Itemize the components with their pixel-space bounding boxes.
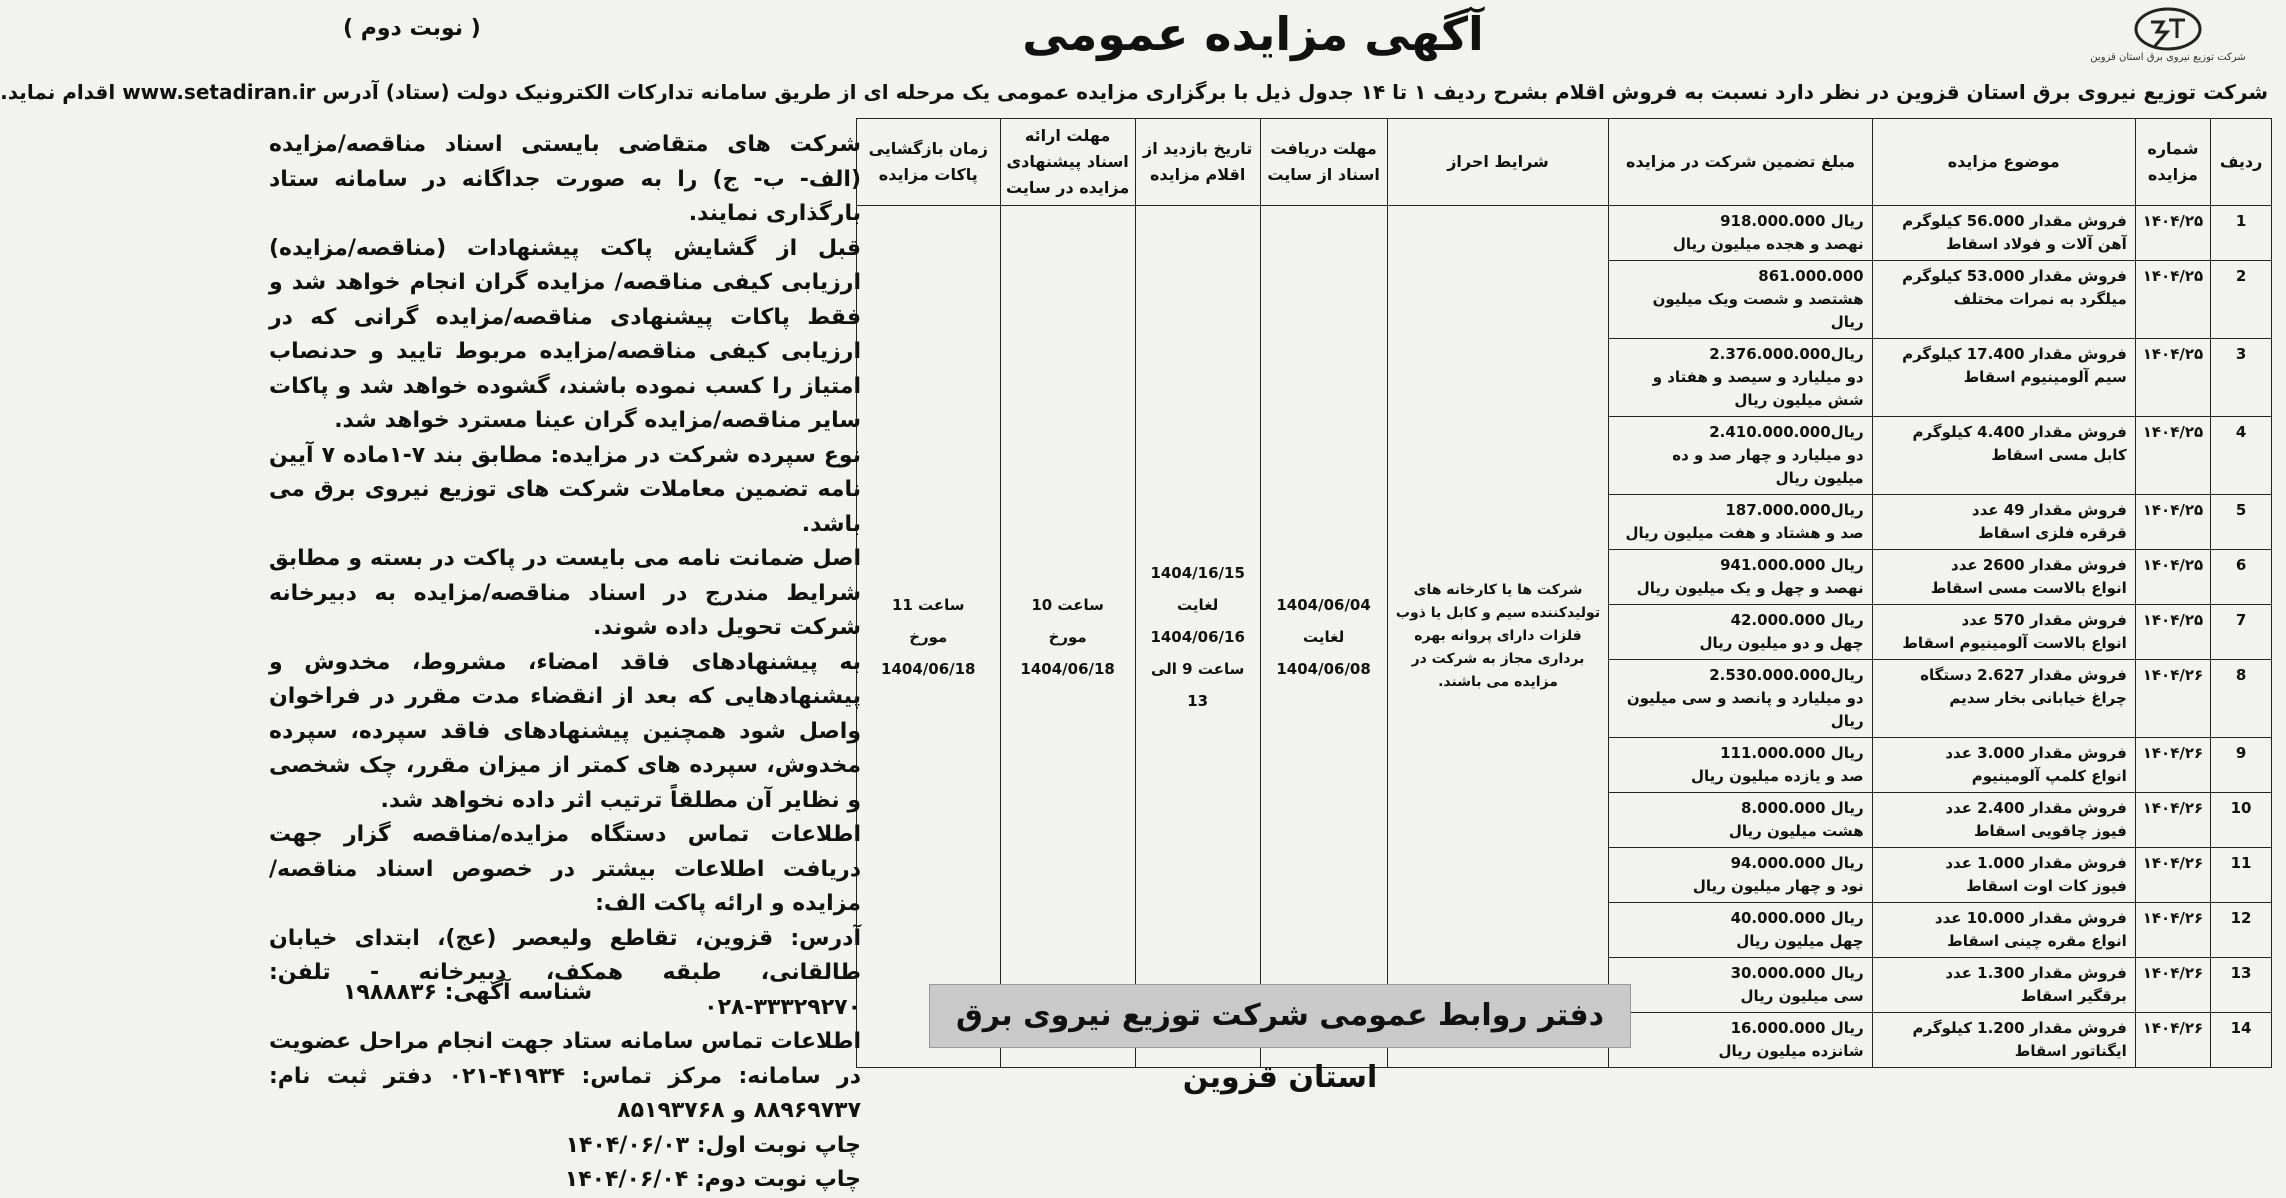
subject-line: فروش مقدار 17.400 کیلوگرم — [1902, 345, 2127, 363]
cell-guarantee — [1609, 206, 1872, 261]
cell-radif: 6 — [2211, 550, 2272, 605]
subject-line: فروش مقدار 1.000 عدد — [1945, 854, 2127, 872]
cell-guarantee — [1609, 958, 1872, 1013]
cell-auction-number: ۱۴۰۴/۲۵ — [2135, 261, 2210, 339]
cell-subject — [1872, 958, 2135, 1013]
guarantee-amount: 111.000.000 ریال — [1720, 744, 1864, 762]
subject-item: میلگرد به نمرات مختلف — [1953, 290, 2127, 308]
cell-subject — [1872, 1013, 2135, 1068]
cell-subject — [1872, 550, 2135, 605]
cell-subject — [1872, 495, 2135, 550]
guarantee-words: دو میلیارد و پانصد و سی میلیون ریال — [1626, 689, 1864, 730]
cell-submission-deadline: ساعت 10 مورخ 1404/06/18 — [1000, 206, 1135, 1068]
cell-guarantee — [1609, 1013, 1872, 1068]
guarantee-words: چهل میلیون ریال — [1736, 932, 1864, 950]
cell-auction-number: ۱۴۰۴/۲۶ — [2135, 1013, 2210, 1068]
guarantee-amount: 2.530.000.000ریال — [1709, 666, 1864, 684]
header-qualification: شرایط احراز — [1387, 119, 1609, 206]
cell-radif: 13 — [2211, 958, 2272, 1013]
header-document-deadline: مهلت دریافت اسناد از سایت — [1260, 119, 1387, 206]
note-paragraph: چاپ نوبت اول: ۱۴۰۴/۰۶/۰۳ — [565, 1132, 861, 1158]
subject-item: انواع مقره چینی اسقاط — [1947, 932, 2127, 950]
cell-subject — [1872, 848, 2135, 903]
cell-auction-number: ۱۴۰۴/۲۶ — [2135, 958, 2210, 1013]
subject-item: چراغ خیابانی بخار سدیم — [1949, 689, 2127, 707]
cell-auction-number: ۱۴۰۴/۲۶ — [2135, 660, 2210, 738]
cell-guarantee — [1609, 848, 1872, 903]
note-paragraph: به پیشنهادهای فاقد امضاء، مشروط، مخدوش و پیشنهادهایی که بعد از انقضاء مدت مقرر در فراخوان واصل شود همچنین پیشنهادهای فاقد سپرده، سپرده مخدوش، سپرده های کمتر از میزان مقرر، چک شخصی و نظایر آن مطلقاً ترتیب اثر داده نخواهد شد. — [269, 649, 861, 813]
cell-radif: 11 — [2211, 848, 2272, 903]
subject-item: قرقره فلزی اسقاط — [1978, 524, 2127, 542]
lightning-logo-icon — [2133, 6, 2203, 52]
guarantee-amount: 187.000.000ریال — [1725, 501, 1864, 519]
cell-auction-number: ۱۴۰۴/۲۵ — [2135, 417, 2210, 495]
guarantee-amount: 861.000.000 — [1758, 267, 1864, 285]
cell-guarantee — [1609, 550, 1872, 605]
cell-auction-number: ۱۴۰۴/۲۶ — [2135, 848, 2210, 903]
guarantee-words: هشتصد و شصت ویک میلیون ریال — [1652, 290, 1864, 331]
guarantee-amount: 94.000.000 ریال — [1730, 854, 1864, 872]
subject-line: فروش مقدار 56.000 کیلوگرم — [1902, 212, 2127, 230]
header-submission-deadline: مهلت ارائه اسناد پیشنهادی مزایده در سایت — [1000, 119, 1135, 206]
notice-title: آگهی مزایده عمومی — [1022, 7, 1484, 61]
cell-guarantee — [1609, 660, 1872, 738]
cell-subject — [1872, 261, 2135, 339]
subject-item: فیوز چاقویی اسقاط — [1973, 822, 2127, 840]
header-visit-date: تاریخ بازدید از اقلام مزایده — [1135, 119, 1260, 206]
header-guarantee-amount: مبلغ تضمین شرکت در مزایده — [1609, 119, 1872, 206]
cell-radif: 5 — [2211, 495, 2272, 550]
guarantee-amount: 918.000.000 ریال — [1720, 212, 1864, 230]
cell-visit-date: 1404/16/15 لغایت 1404/06/16 ساعت 9 الی 13 — [1135, 206, 1260, 1068]
guarantee-amount: 40.000.000 ریال — [1730, 909, 1864, 927]
cell-radif: 3 — [2211, 339, 2272, 417]
guarantee-amount: 2.410.000.000ریال — [1709, 423, 1864, 441]
notes-panel — [269, 128, 861, 1198]
cell-subject — [1872, 738, 2135, 793]
cell-guarantee — [1609, 605, 1872, 660]
note-paragraph: چاپ نوبت دوم: ۱۴۰۴/۰۶/۰۴ — [564, 1167, 861, 1192]
cell-guarantee — [1609, 339, 1872, 417]
guarantee-words: هشت میلیون ریال — [1728, 822, 1864, 840]
cell-auction-number: ۱۴۰۴/۲۶ — [2135, 903, 2210, 958]
guarantee-words: نهصد و هجده میلیون ریال — [1672, 235, 1864, 253]
ad-identifier: شناسه آگهی: ۱۹۸۸۸۳۶ — [343, 980, 593, 1005]
header-subject: موضوع مزایده — [1872, 119, 2135, 206]
table-header-row — [857, 119, 2272, 206]
note-paragraph: قبل از گشایش پاکت پیشنهادات (مناقصه/مزایده) ارزیابی کیفی مناقصه/ مزایده گران انجام خواهد شد و فقط پاکات پیشنهادی مناقصه/مزایده گرانی که در ارزیابی کیفی مناقصه/مزایده مربوط تایید و حدنصاب امتیاز را کسب نموده باشند، گشوده خواهد شد و پاکات سایر مناقصه/مزایده گران عینا مسترد خواهد شد. — [269, 235, 861, 433]
cell-auction-number: ۱۴۰۴/۲۶ — [2135, 793, 2210, 848]
cell-radif: 4 — [2211, 417, 2272, 495]
note-paragraph: اصل ضمانت نامه می بایست در پاکت در بسته و مطابق شرایط مندرج در اسناد مناقصه/مزایده به دبیرخانه شرکت تحویل داده شوند. — [269, 546, 861, 640]
subject-item: ایگناتور اسقاط — [2014, 1042, 2127, 1060]
subject-line: فروش مقدار 1.300 عدد — [1945, 964, 2127, 982]
subject-line: فروش مقدار 570 عدد — [1961, 611, 2127, 629]
cell-guarantee — [1609, 261, 1872, 339]
intro-paragraph: شرکت توزیع نیروی برق استان قزوین در نظر دارد نسبت به فروش اقلام بشرح ردیف ۱ تا ۱۴ جدول ذیل با برگزاری مزایده عمومی یک مرحله ای از طریق سامانه تدارکات الکترونیک دولت (ستاد) آدرس www.setadiran.ir اقدام نماید. — [0, 80, 2268, 104]
guarantee-words: شانزده میلیون ریال — [1718, 1042, 1864, 1060]
subject-item: انواع بالاست آلومینیوم اسقاط — [1902, 634, 2127, 652]
cell-subject — [1872, 793, 2135, 848]
guarantee-amount: 42.000.000 ریال — [1730, 611, 1864, 629]
cell-subject — [1872, 605, 2135, 660]
header-opening-time: زمان بازگشایی پاکات مزایده — [857, 119, 1001, 206]
subject-item: سیم آلومینیوم اسقاط — [1963, 368, 2127, 386]
cell-opening-time: ساعت 11 مورخ 1404/06/18 — [857, 206, 1001, 1068]
publication-round: ( نوبت دوم ) — [343, 16, 481, 41]
cell-auction-number: ۱۴۰۴/۲۵ — [2135, 550, 2210, 605]
cell-radif: 2 — [2211, 261, 2272, 339]
cell-auction-number: ۱۴۰۴/۲۶ — [2135, 738, 2210, 793]
cell-subject — [1872, 660, 2135, 738]
table-row — [857, 206, 2272, 261]
guarantee-words: چهل و دو میلیون ریال — [1699, 634, 1864, 652]
cell-subject — [1872, 903, 2135, 958]
cell-auction-number: ۱۴۰۴/۲۵ — [2135, 339, 2210, 417]
guarantee-words: صد و هشتاد و هفت میلیون ریال — [1625, 524, 1864, 542]
cell-radif: 7 — [2211, 605, 2272, 660]
subject-line: فروش مقدار 1.200 کیلوگرم — [1912, 1019, 2127, 1037]
cell-auction-number: ۱۴۰۴/۲۵ — [2135, 495, 2210, 550]
cell-qualification: شرکت ها یا کارخانه های تولیدکننده سیم و کابل یا ذوب فلزات دارای پروانه بهره برداری مجاز به شرکت در مزایده می باشند. — [1387, 206, 1609, 1068]
guarantee-words: صد و یازده میلیون ریال — [1691, 767, 1864, 785]
note-paragraph: نوع سپرده شرکت در مزایده: مطابق بند ۷-۱ماده ۷ آیین نامه تضمین معاملات شرکت های توزیع نیروی برق می باشد. — [269, 442, 861, 537]
guarantee-amount: 8.000.000 ریال — [1741, 799, 1864, 817]
cell-guarantee — [1609, 495, 1872, 550]
auction-items-table — [856, 118, 2272, 1068]
cell-subject — [1872, 206, 2135, 261]
cell-guarantee — [1609, 417, 1872, 495]
cell-document-deadline: 1404/06/04 لغایت 1404/06/08 — [1260, 206, 1387, 1068]
footer-banner: دفتر روابط عمومی شرکت توزیع نیروی برق استان قزوین — [929, 984, 1631, 1048]
subject-item: فیوز کات اوت اسقاط — [1966, 877, 2127, 895]
cell-radif: 9 — [2211, 738, 2272, 793]
subject-line: فروش مقدار 10.000 عدد — [1934, 909, 2127, 927]
cell-guarantee — [1609, 738, 1872, 793]
guarantee-amount: 16.000.000 ریال — [1730, 1019, 1864, 1037]
guarantee-words: دو میلیارد و چهار صد و ده میلیون ریال — [1672, 446, 1864, 487]
subject-item: کابل مسی اسقاط — [1991, 446, 2127, 464]
company-logo — [2068, 6, 2268, 76]
subject-line: فروش مقدار 2600 عدد — [1951, 556, 2127, 574]
guarantee-words: نود و چهار میلیون ریال — [1692, 877, 1864, 895]
cell-radif: 10 — [2211, 793, 2272, 848]
subject-line: فروش مقدار 3.000 عدد — [1945, 744, 2127, 762]
guarantee-words: دو میلیارد و سیصد و هفتاد و شش میلیون ریال — [1652, 368, 1864, 409]
cell-auction-number: ۱۴۰۴/۲۵ — [2135, 605, 2210, 660]
subject-item: انواع بالاست مسی اسقاط — [1930, 579, 2127, 597]
subject-item: انواع کلمپ آلومینیوم — [1971, 767, 2127, 785]
guarantee-amount: 30.000.000 ریال — [1730, 964, 1864, 982]
cell-subject — [1872, 417, 2135, 495]
cell-auction-number: ۱۴۰۴/۲۵ — [2135, 206, 2210, 261]
cell-subject — [1872, 339, 2135, 417]
subject-item: برقگیر اسقاط — [2020, 987, 2127, 1005]
note-paragraph: شرکت های متقاضی بایستی اسناد مناقصه/مزایده (الف- ب- ج) را به صورت جداگانه در سامانه ستاد بارگذاری نمایند. — [269, 132, 861, 226]
cell-radif: 14 — [2211, 1013, 2272, 1068]
guarantee-amount: 941.000.000 ریال — [1720, 556, 1864, 574]
subject-line: فروش مقدار 53.000 کیلوگرم — [1902, 267, 2127, 285]
cell-guarantee — [1609, 793, 1872, 848]
subject-item: آهن آلات و فولاد اسقاط — [1946, 235, 2127, 253]
note-paragraph: اطلاعات تماس دستگاه مزایده/مناقصه گزار جهت دریافت اطلاعات بیشتر در خصوص اسناد مناقصه/مزایده و ارائه پاکت الف: — [269, 822, 861, 916]
guarantee-amount: 2.376.000.000ریال — [1709, 345, 1864, 363]
cell-radif: 1 — [2211, 206, 2272, 261]
guarantee-words: سی میلیون ریال — [1740, 987, 1864, 1005]
subject-line: فروش مقدار 4.400 کیلوگرم — [1912, 423, 2127, 441]
guarantee-words: نهصد و چهل و یک میلیون ریال — [1636, 579, 1864, 597]
logo-text: شرکت توزیع نیروی برق استان قزوین — [2090, 52, 2246, 63]
note-paragraph: اطلاعات تماس سامانه ستاد جهت انجام مراحل عضویت در سامانه: مرکز تماس: ۴۱۹۳۴-۰۲۱ دفتر ثبت نام: ۸۸۹۶۹۷۳۷ و ۸۵۱۹۳۷۶۸ — [269, 1029, 862, 1123]
cell-radif: 12 — [2211, 903, 2272, 958]
subject-line: فروش مقدار 2.400 عدد — [1945, 799, 2127, 817]
subject-line: فروش مقدار 2.627 دستگاه — [1920, 666, 2127, 684]
header-auction-number: شماره مزایده — [2135, 119, 2210, 206]
cell-radif: 8 — [2211, 660, 2272, 738]
cell-guarantee — [1609, 903, 1872, 958]
header-radif: ردیف — [2211, 119, 2272, 206]
subject-line: فروش مقدار 49 عدد — [1971, 501, 2127, 519]
note-paragraph: آدرس: قزوین، تقاطع ولیعصر (عج)، ابتدای خیابان طالقانی، طبقه همکف، دبیرخانه - تلفن: ۳۳۳۲۹۲۷۰-۰۲۸ — [269, 925, 861, 1020]
